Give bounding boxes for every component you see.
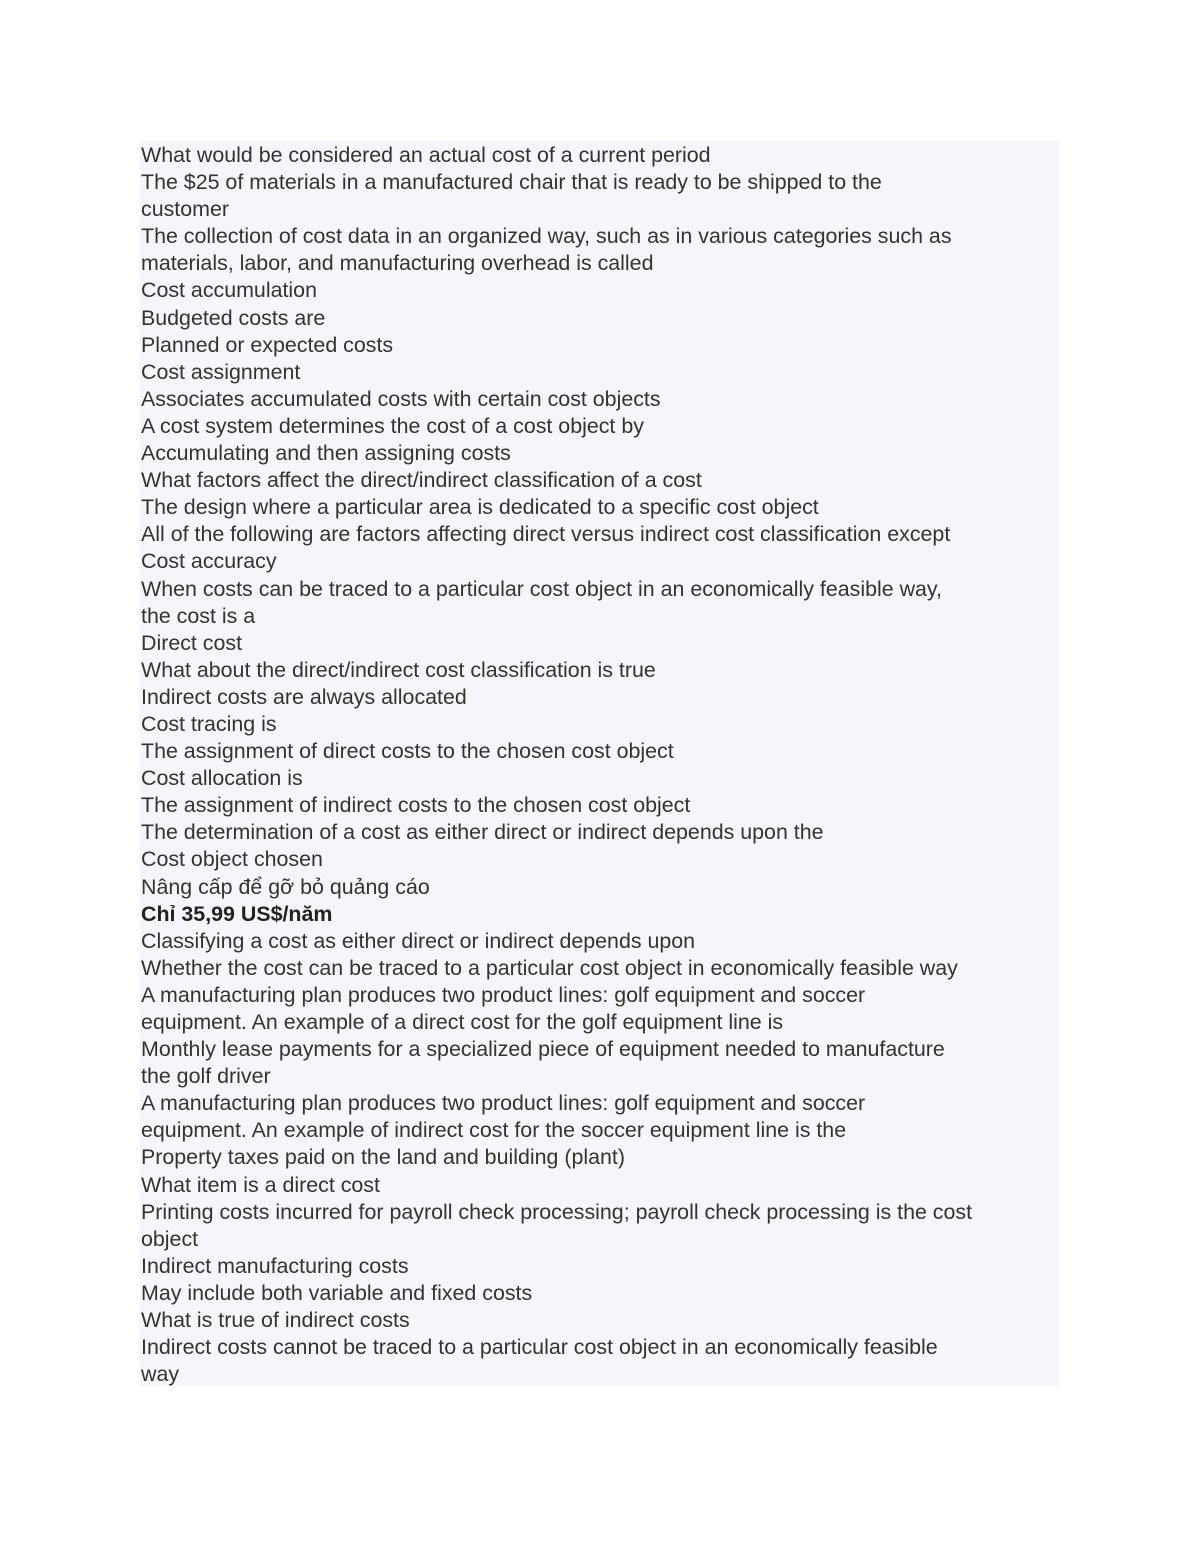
- text-line: Cost object chosen: [141, 847, 323, 872]
- text-line: A cost system determines the cost of a cost object by: [141, 413, 644, 438]
- text-line: Indirect costs cannot be traced to a particular cost object in an economically feasible: [141, 1335, 938, 1360]
- text-line: What would be considered an actual cost of a current period: [141, 143, 711, 167]
- text-line: Budgeted costs are: [141, 305, 326, 330]
- text-line: What factors affect the direct/indirect classification of a cost: [141, 468, 702, 493]
- text-line: The design where a particular area is dedicated to a specific cost object: [141, 495, 819, 520]
- text-line: Cost tracing is: [141, 711, 277, 736]
- text-line: Property taxes paid on the land and building (plant): [141, 1145, 625, 1170]
- text-line: Nâng cấp để gỡ bỏ quảng cáo: [141, 874, 430, 899]
- text-line: When costs can be traced to a particular cost object in an economically feasible way,: [141, 576, 942, 601]
- text-line: the golf driver: [141, 1064, 271, 1089]
- text-line: A manufacturing plan produces two product lines: golf equipment and soccer: [141, 982, 866, 1007]
- text-line: A manufacturing plan produces two product lines: golf equipment and soccer: [141, 1091, 866, 1116]
- text-line: The collection of cost data in an organized way, such as in various categories such as: [141, 224, 952, 249]
- text-line: Whether the cost can be traced to a particular cost object in economically feasible way: [141, 955, 958, 980]
- text-line: Cost allocation is: [141, 766, 303, 791]
- text-line: The $25 of materials in a manufactured chair that is ready to be shipped to the: [141, 170, 882, 195]
- text-line: The determination of a cost as either direct or indirect depends upon the: [141, 820, 824, 845]
- text-line: What about the direct/indirect cost classification is true: [141, 657, 656, 682]
- text-line: All of the following are factors affecting direct versus indirect cost classification except: [141, 522, 951, 547]
- text-line: The assignment of indirect costs to the chosen cost object: [141, 793, 691, 818]
- text-line: Direct cost: [141, 630, 243, 655]
- text-line: Planned or expected costs: [141, 332, 394, 357]
- promo-price-line: Chỉ 35,99 US$/năm: [141, 901, 333, 926]
- text-line: May include both variable and fixed costs: [141, 1280, 533, 1305]
- text-line: object: [141, 1226, 199, 1251]
- text-line: Accumulating and then assigning costs: [141, 441, 511, 466]
- text-line: equipment. An example of indirect cost for the soccer equipment line is the: [141, 1118, 847, 1143]
- text-line: What is true of indirect costs: [141, 1308, 410, 1333]
- text-line: Indirect manufacturing costs: [141, 1253, 409, 1278]
- text-line: Cost accumulation: [141, 278, 317, 303]
- text-line: the cost is a: [141, 603, 256, 628]
- text-line: way: [141, 1362, 180, 1387]
- text-line: materials, labor, and manufacturing overhead is called: [141, 251, 654, 276]
- text-line: customer: [141, 197, 229, 222]
- text-line: Printing costs incurred for payroll check processing; payroll check processing is the cost: [141, 1199, 973, 1224]
- text-line: What item is a direct cost: [141, 1172, 380, 1197]
- text-line: Cost assignment: [141, 359, 301, 384]
- text-line: Associates accumulated costs with certain cost objects: [141, 386, 661, 411]
- document-text-block: [140, 141, 1059, 1386]
- text-line: Indirect costs are always allocated: [141, 684, 467, 709]
- text-line: Classifying a cost as either direct or indirect depends upon: [141, 928, 696, 953]
- text-line: The assignment of direct costs to the chosen cost object: [141, 739, 674, 764]
- text-line: equipment. An example of a direct cost for the golf equipment line is: [141, 1010, 784, 1034]
- text-line: Monthly lease payments for a specialized piece of equipment needed to manufacture: [141, 1037, 945, 1062]
- text-line: Cost accuracy: [141, 549, 277, 574]
